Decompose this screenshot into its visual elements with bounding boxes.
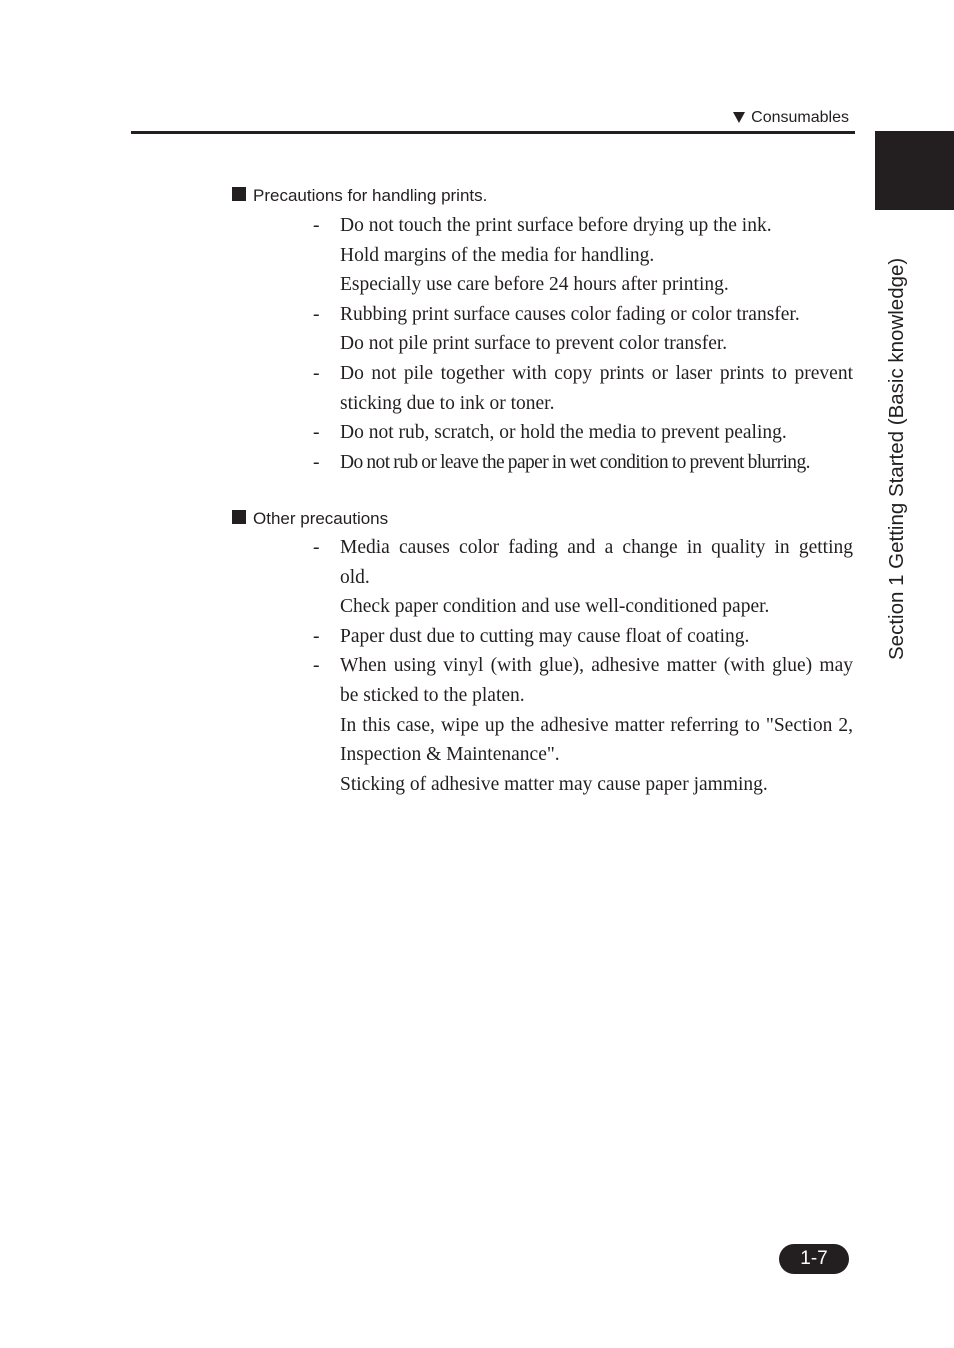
page-number-badge: 1-7 [779, 1244, 849, 1274]
list-item-line: Media causes color fading and a change in quality in getting [340, 537, 853, 558]
side-section-title: Section 1 Getting Started (Basic knowledge) [885, 257, 908, 660]
list-item-line: be sticked to the platen. [340, 684, 525, 706]
other-precautions-list [313, 533, 853, 799]
list-item-line: Do not rub or leave the paper in wet condition to prevent blurring. [340, 451, 810, 473]
list-item-line: Do not pile together with copy prints or laser prints to prevent [340, 362, 853, 384]
running-header [600, 108, 849, 128]
running-header-label: Consumables [751, 109, 849, 126]
list-dash: - [313, 215, 320, 236]
triangle-down-icon [733, 112, 745, 123]
square-bullet-icon [232, 510, 246, 524]
list-item [313, 359, 853, 418]
list-item [313, 533, 853, 622]
list-dash: - [313, 655, 320, 677]
list-item-line: Do not rub, scratch, or hold the media to prevent pealing. [340, 422, 787, 444]
list-item-line: Hold margins of the media for handling. [340, 244, 655, 266]
list-item-line: Paper dust due to cutting may cause float of coating. [340, 625, 750, 647]
list-item-line: Inspection & Maintenance". [340, 744, 560, 766]
list-item [313, 448, 853, 478]
square-bullet-icon [232, 187, 246, 201]
list-dash: - [313, 625, 320, 647]
list-dash: - [313, 451, 320, 473]
section-heading-text: Other precautions [253, 509, 389, 528]
list-dash: - [313, 362, 320, 384]
section-heading-text: Precautions for handling prints. [253, 186, 488, 205]
list-item [313, 211, 853, 300]
list-item-line: Do not pile print surface to prevent color transfer. [340, 333, 728, 355]
list-dash: - [313, 537, 320, 558]
list-item-line: Do not touch the print surface before drying up the ink. [340, 215, 772, 236]
handling-precautions-list [313, 211, 853, 477]
list-item-line: Rubbing print surface causes color fading or color transfer. [340, 303, 800, 325]
list-item-line: sticking due to ink or toner. [340, 392, 555, 414]
list-item-line: Check paper condition and use well-conditioned paper. [340, 596, 770, 618]
list-dash: - [313, 422, 320, 444]
list-item [313, 418, 853, 448]
list-item-line: When using vinyl (with glue), adhesive matter (with glue) may [340, 655, 853, 677]
list-item [313, 651, 853, 799]
section-tab-marker [875, 131, 954, 210]
section-heading-other [232, 508, 388, 530]
section-heading-handling [232, 185, 487, 207]
list-dash: - [313, 303, 320, 325]
header-rule [131, 131, 855, 134]
list-item [313, 300, 853, 359]
list-item-line: In this case, wipe up the adhesive matter referring to "Section 2, [340, 714, 853, 736]
list-item-line: old. [340, 566, 370, 588]
list-item [313, 622, 853, 652]
list-item-line: Especially use care before 24 hours after printing. [340, 274, 729, 296]
list-item-line: Sticking of adhesive matter may cause paper jamming. [340, 773, 768, 795]
